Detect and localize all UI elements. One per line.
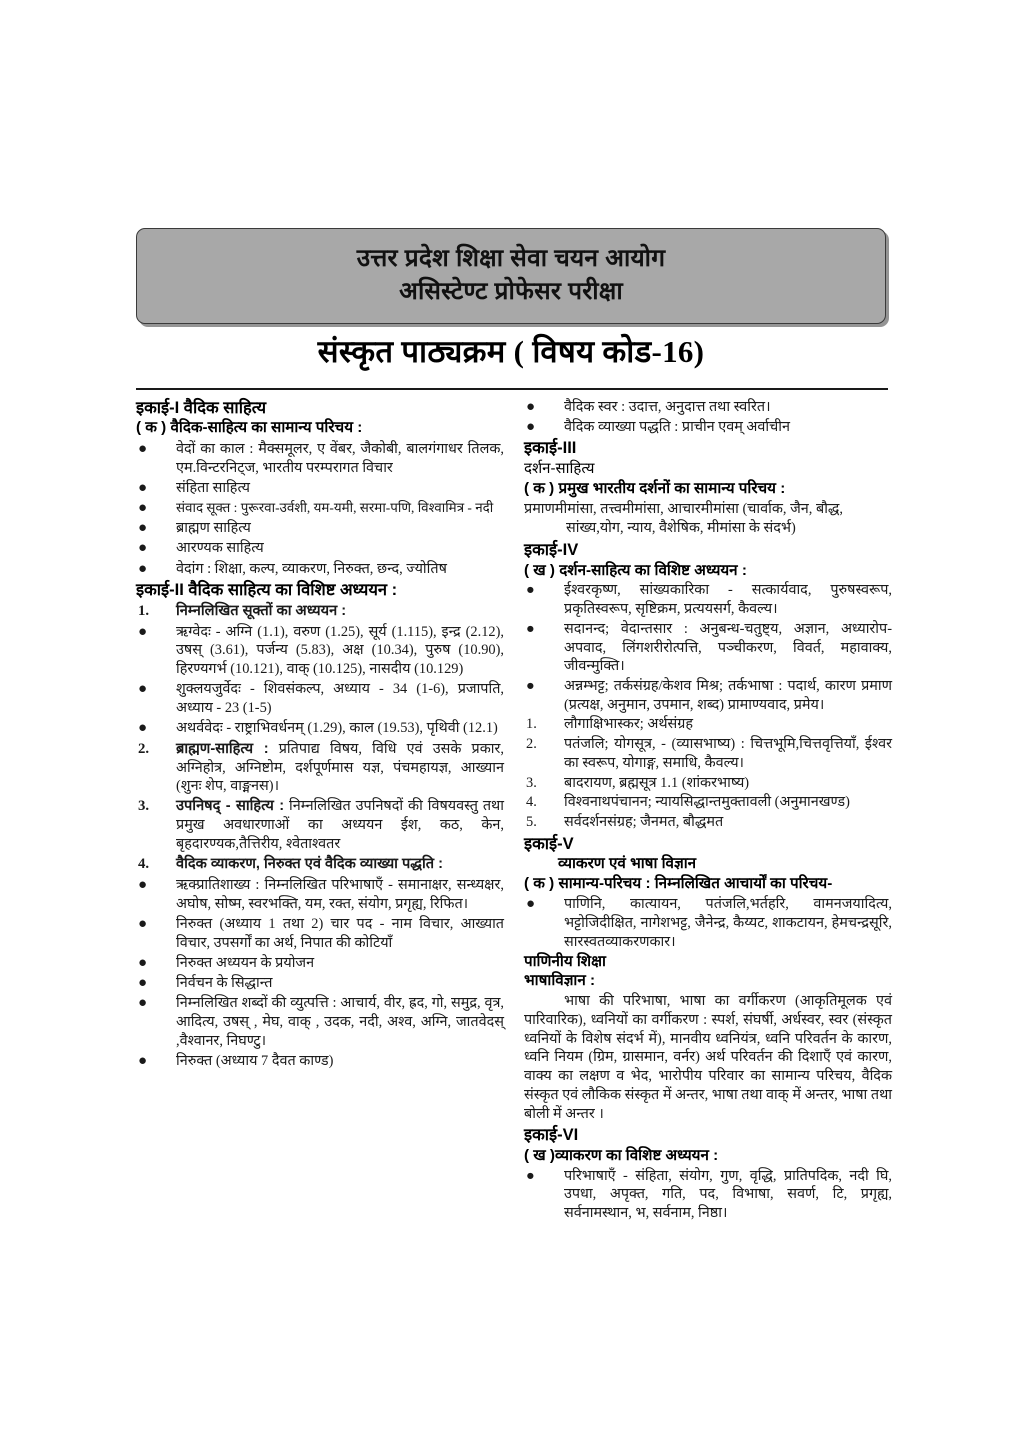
header-banner bbox=[136, 228, 886, 324]
bullet-icon: ● bbox=[526, 418, 536, 435]
numbered-item bbox=[524, 735, 892, 772]
unit-3-heading: इकाई-III bbox=[524, 439, 577, 458]
left-column bbox=[136, 396, 504, 1071]
list-item bbox=[136, 499, 504, 518]
bullet-icon: ● bbox=[138, 681, 148, 698]
unit-5-section-ka: ( क ) सामान्य-परिचय : निम्नलिखित आचार्यों का परिचय- bbox=[524, 875, 833, 892]
right-column bbox=[524, 396, 892, 1223]
list-item-text: शुक्लयजुर्वेदः - शिवसंकल्प, अध्याय - 34 (1-6), प्रजापति, अध्याय - 23 (1-5) bbox=[176, 681, 504, 717]
list-item bbox=[136, 680, 504, 717]
paniniya-shiksha-heading: पाणिनीय शिक्षा bbox=[524, 952, 606, 970]
numbered-item bbox=[136, 855, 504, 874]
list-item bbox=[524, 581, 892, 618]
unit-3-text-line-2: सांख्य,योग, न्याय, वैशेषिक, मीमांसा के संदर्भ) bbox=[566, 520, 796, 537]
bullet-icon: ● bbox=[526, 620, 535, 637]
numbered-item bbox=[136, 602, 504, 621]
unit-4-heading: इकाई-IV bbox=[524, 541, 579, 560]
list-item-text: निरुक्त (अध्याय 1 तथा 2) चार पद - नाम विचार, आख्यात विचार, उपसर्गों का अर्थ, निपात की कोटियाँ bbox=[176, 915, 504, 951]
bullet-icon: ● bbox=[526, 1167, 535, 1184]
list-item-text: वेदांग : शिक्षा, कल्प, व्याकरण, निरुक्त, छन्द, ज्योतिष bbox=[176, 560, 447, 577]
bhashavigyan-paragraph: भाषा की परिभाषा, भाषा का वर्गीकरण (आकृतिमूलक एवं पारिवारिक), ध्वनियों का वर्गीकरण : स्पर्श, संघर्षी, अर्धस्वर, स्वर (संस्कृत ध्वनियों के विशेष संदर्भ में), मानवीय ध्वनियंत्र, ध्वनि परिवर्तन के कारण, ध्वनि नियम (ग्रिम, ग्रासमान, वर्नर) अर्थ परिवर्तन की दिशाएँ एवं कारण, वाक्य का लक्षण व भेद, भारोपीय परिवार का सामान्य परिचय, वैदिक संस्कृत एवं लौकिक संस्कृत में अन्तर, भाषा तथा वाक् में अन्तर, भाषा तथा बोली में अन्तर । bbox=[524, 993, 892, 1122]
list-item bbox=[136, 1052, 504, 1071]
bullet-icon: ● bbox=[138, 915, 148, 932]
bullet-icon: ● bbox=[138, 974, 148, 991]
list-item-text: आरण्यक साहित्य bbox=[176, 540, 264, 557]
list-item bbox=[136, 440, 504, 477]
bullet-icon: ● bbox=[138, 876, 148, 893]
unit-3-section-ka: ( क ) प्रमुख भारतीय दर्शनों का सामान्य परिचय : bbox=[524, 479, 786, 497]
item-number: 3. bbox=[526, 774, 537, 791]
list-item-text: ब्राह्मण साहित्य bbox=[176, 520, 251, 537]
unit-1-heading: इकाई-I वैदिक साहित्य bbox=[136, 399, 267, 417]
list-item-text: निरुक्त अध्ययन के प्रयोजन bbox=[176, 954, 315, 971]
unit-6-section-kha: ( ख )व्याकरण का विशिष्ट अध्ययन : bbox=[524, 1146, 719, 1164]
list-item-text: ऋक्प्रातिशाख्य : निम्नलिखित परिभाषाएँ - समानाक्षर, सन्ध्यक्षर, अघोष, सोष्म, स्वरभक्ति, यम, रक्त, संयोग, प्रगृह्य, रिफित। bbox=[176, 876, 504, 912]
list-item-text: पाणिनि, कात्यायन, पतंजलि,भर्तहरि, वामनजयादित्य, भट्टोजिदीक्षित, नागेशभट्ट, जैनेन्द्र, कैय्यट, शाकटायन, हेमचन्द्रसूरि, सारस्वतव्याकरणकार। bbox=[564, 896, 892, 950]
item-number: 5. bbox=[526, 813, 537, 830]
header-banner-wrapper bbox=[136, 228, 886, 324]
numbered-item-text: प्रतिपाद्य विषय, विधि एवं उसके प्रकार, अग्निहोत्र, अग्निष्टोम, दर्शपूर्णमास यज्ञ, पंचमहायज्ञ, आख्यान (शुनः शेप, वाङ्मनस)। bbox=[176, 740, 504, 795]
item-number: 1. bbox=[138, 603, 150, 620]
list-item bbox=[136, 539, 504, 558]
list-item-text: निम्नलिखित शब्दों की व्युत्पत्ति : आचार्य, वीर, ह्रद, गो, समुद्र, वृत्र, आदित्य, उषस् , मेघ, वाक् , उदक, नदी, अश्व, अग्नि, जातवेदस् ,वैश्वानर, निघण्टु। bbox=[176, 995, 504, 1049]
two-column-body bbox=[136, 396, 892, 1223]
list-item bbox=[136, 994, 504, 1050]
numbered-item bbox=[524, 715, 892, 734]
bullet-icon: ● bbox=[138, 954, 148, 971]
list-item bbox=[136, 974, 504, 993]
numbered-item-text: बादरायण, ब्रह्मसूत्र 1.1 (शांकरभाष्य) bbox=[564, 774, 750, 791]
list-item bbox=[136, 719, 504, 738]
item-number: 2. bbox=[138, 740, 150, 757]
bullet-icon: ● bbox=[138, 479, 148, 496]
bullet-icon: ● bbox=[138, 520, 148, 537]
numbered-item bbox=[524, 774, 892, 793]
list-item-text: ऋग्वेदः - अग्नि (1.1), वरुण (1.25), सूर्य (1.115), इन्द्र (2.12), उषस् (3.61), पर्जन्य (5.83), अक्ष (10.34), पुरुष (10.90), हिरण्यगर्भ (10.121), वाक् (10.125), नासदीय (10.129) bbox=[176, 623, 504, 678]
numbered-item-text: निम्नलिखित सूक्तों का अध्ययन : bbox=[176, 603, 347, 620]
bullet-icon: ● bbox=[138, 540, 148, 557]
item-number: 1. bbox=[526, 716, 537, 733]
unit-6-heading: इकाई-VI bbox=[524, 1126, 579, 1145]
list-item bbox=[136, 479, 504, 498]
bullet-icon: ● bbox=[138, 623, 148, 640]
bullet-icon: ● bbox=[526, 896, 536, 913]
numbered-item bbox=[136, 740, 504, 796]
list-item bbox=[136, 623, 504, 679]
item-number: 2. bbox=[526, 736, 537, 753]
bullet-icon: ● bbox=[138, 995, 148, 1012]
organization-name: उत्तर प्रदेश शिक्षा सेवा चयन आयोग bbox=[356, 245, 666, 272]
list-item-text: वेदों का काल : मैक्समूलर, ए वेंबर, जैकोबी, बालगंगाधर तिलक, एम.विन्टरनिट्ज, भारतीय परम्परागत विचार bbox=[176, 440, 504, 476]
numbered-item-text: वैदिक व्याकरण, निरुक्त एवं वैदिक व्याख्या पद्धति : bbox=[176, 856, 443, 873]
numbered-item-text: पतंजलि; योगसूत्र, - (व्यासभाष्य) : चित्तभूमि,चित्तवृत्तियाँ, ईश्वर का स्वरूप, योगाङ्ग, समाधि, कैवल्य। bbox=[564, 736, 892, 771]
unit-2-heading: इकाई-II वैदिक साहित्य का विशिष्ट अध्ययन : bbox=[136, 581, 398, 600]
title-divider bbox=[136, 388, 888, 390]
numbered-item-text: विश्वनाथपंचानन; न्यायसिद्धान्तमुक्तावली (अनुमानखण्ड) bbox=[564, 794, 850, 811]
list-item bbox=[136, 954, 504, 973]
list-item-text: ईश्वरकृष्ण, सांख्यकारिका - सत्कार्यवाद, पुरुषस्वरूप, प्रकृतिस्वरूप, सृष्टिक्रम, प्रत्ययसर्ग, कैवल्य। bbox=[564, 582, 892, 618]
list-item-text: वैदिक व्याख्या पद्धति : प्राचीन एवम् अर्वाचीन bbox=[564, 418, 791, 435]
list-item bbox=[524, 418, 892, 437]
bhashavigyan-heading: भाषाविज्ञान : bbox=[524, 972, 596, 990]
list-item bbox=[524, 677, 892, 714]
numbered-item-lead: उपनिषद् - साहित्य : bbox=[176, 798, 285, 815]
numbered-item bbox=[524, 813, 892, 832]
list-item bbox=[524, 895, 892, 951]
list-item bbox=[524, 1167, 892, 1223]
list-item bbox=[136, 560, 504, 579]
unit-5-subheading: व्याकरण एवं भाषा विज्ञान bbox=[558, 855, 697, 873]
item-number: 3. bbox=[138, 798, 150, 815]
unit-5-heading: इकाई-V bbox=[524, 834, 574, 853]
numbered-item-text: लौगाक्षिभास्कर; अर्थसंग्रह bbox=[564, 716, 694, 733]
page-title: संस्कृत पाठ्यक्रम ( विषय कोड-16) bbox=[317, 334, 705, 369]
numbered-item-text: निम्नलिखित उपनिषदों की विषयवस्तु तथा प्रमुख अवधारणाओं का अध्ययन ईश, कठ, केन, बृहदारण्यक,तैत्तिरीय, श्वेताश्वतर bbox=[176, 798, 504, 853]
unit-1-subheading: ( क ) वैदिक-साहित्य का सामान्य परिचय : bbox=[136, 419, 363, 437]
bullet-icon: ● bbox=[138, 440, 148, 457]
bullet-icon: ● bbox=[138, 1052, 148, 1069]
item-number: 4. bbox=[526, 794, 537, 811]
bullet-icon: ● bbox=[526, 677, 535, 694]
bullet-icon: ● bbox=[138, 560, 148, 577]
list-item-text: निर्वचन के सिद्धान्त bbox=[176, 974, 273, 991]
list-item bbox=[136, 519, 504, 538]
list-item bbox=[136, 876, 504, 913]
unit-3-subheading: दर्शन-साहित्य bbox=[524, 459, 595, 477]
bullet-icon: ● bbox=[138, 499, 148, 516]
bullet-icon: ● bbox=[526, 398, 536, 415]
list-item-text: अथर्ववेदः - राष्ट्राभिवर्धनम् (1.29), काल (19.53), पृथिवी (12.1) bbox=[176, 720, 498, 737]
list-item-text: परिभाषाएँ - संहिता, संयोग, गुण, वृद्धि, प्रातिपदिक, नदी घि, उपधा, अपृक्त, गति, पद, विभाषा, सवर्ण, टि, प्रगृह्य, सर्वनामस्थान, भ, सर्वनाम, निष्ठा। bbox=[564, 1167, 892, 1221]
list-item bbox=[136, 915, 504, 952]
numbered-item bbox=[136, 797, 504, 853]
list-item-text: संहिता साहित्य bbox=[176, 479, 250, 496]
list-item-text: अन्नम्भट्ट; तर्कसंग्रह/केशव मिश्र; तर्कभाषा : पदार्थ, कारण प्रमाण (प्रत्यक्ष, अनुमान, उपमान, शब्द) प्रामाण्यवाद, प्रमेय। bbox=[564, 677, 892, 713]
list-item-text: वैदिक स्वर : उदात्त, अनुदात्त तथा स्वरित। bbox=[564, 398, 771, 415]
numbered-item-lead: ब्राह्मण-साहित्य : bbox=[176, 740, 269, 757]
exam-name: असिस्टेण्ट प्रोफेसर परीक्षा bbox=[399, 278, 623, 306]
list-item-text: निरुक्त (अध्याय 7 दैवत काण्ड) bbox=[176, 1052, 334, 1069]
list-item bbox=[524, 398, 892, 417]
list-item-text: सदानन्द; वेदान्तसार : अनुबन्ध-चतुष्ट्य, अज्ञान, अध्यारोप-अपवाद, लिंगशरीरोत्पत्ति, पञ्चीकरण, विवर्त, महावाक्य, जीवन्मुक्ति। bbox=[564, 620, 892, 675]
list-item-text: संवाद सूक्त : पुरूरवा-उर्वशी, यम-यमी, सरमा-पणि, विश्वामित्र - नदी bbox=[176, 499, 494, 515]
list-item bbox=[524, 620, 892, 676]
unit-3-text-line-1: प्रमाणमीमांसा, तत्त्वमीमांसा, आचारमीमांसा (चार्वाक, जैन, बौद्ध, bbox=[524, 500, 844, 517]
unit-4-section-kha: ( ख ) दर्शन-साहित्य का विशिष्ट अध्ययन : bbox=[524, 561, 747, 579]
bullet-icon: ● bbox=[138, 720, 148, 737]
item-number: 4. bbox=[138, 856, 150, 873]
numbered-item bbox=[524, 793, 892, 812]
numbered-item-text: सर्वदर्शनसंग्रह; जैनमत, बौद्धमत bbox=[564, 813, 724, 830]
bullet-icon: ● bbox=[526, 582, 535, 599]
